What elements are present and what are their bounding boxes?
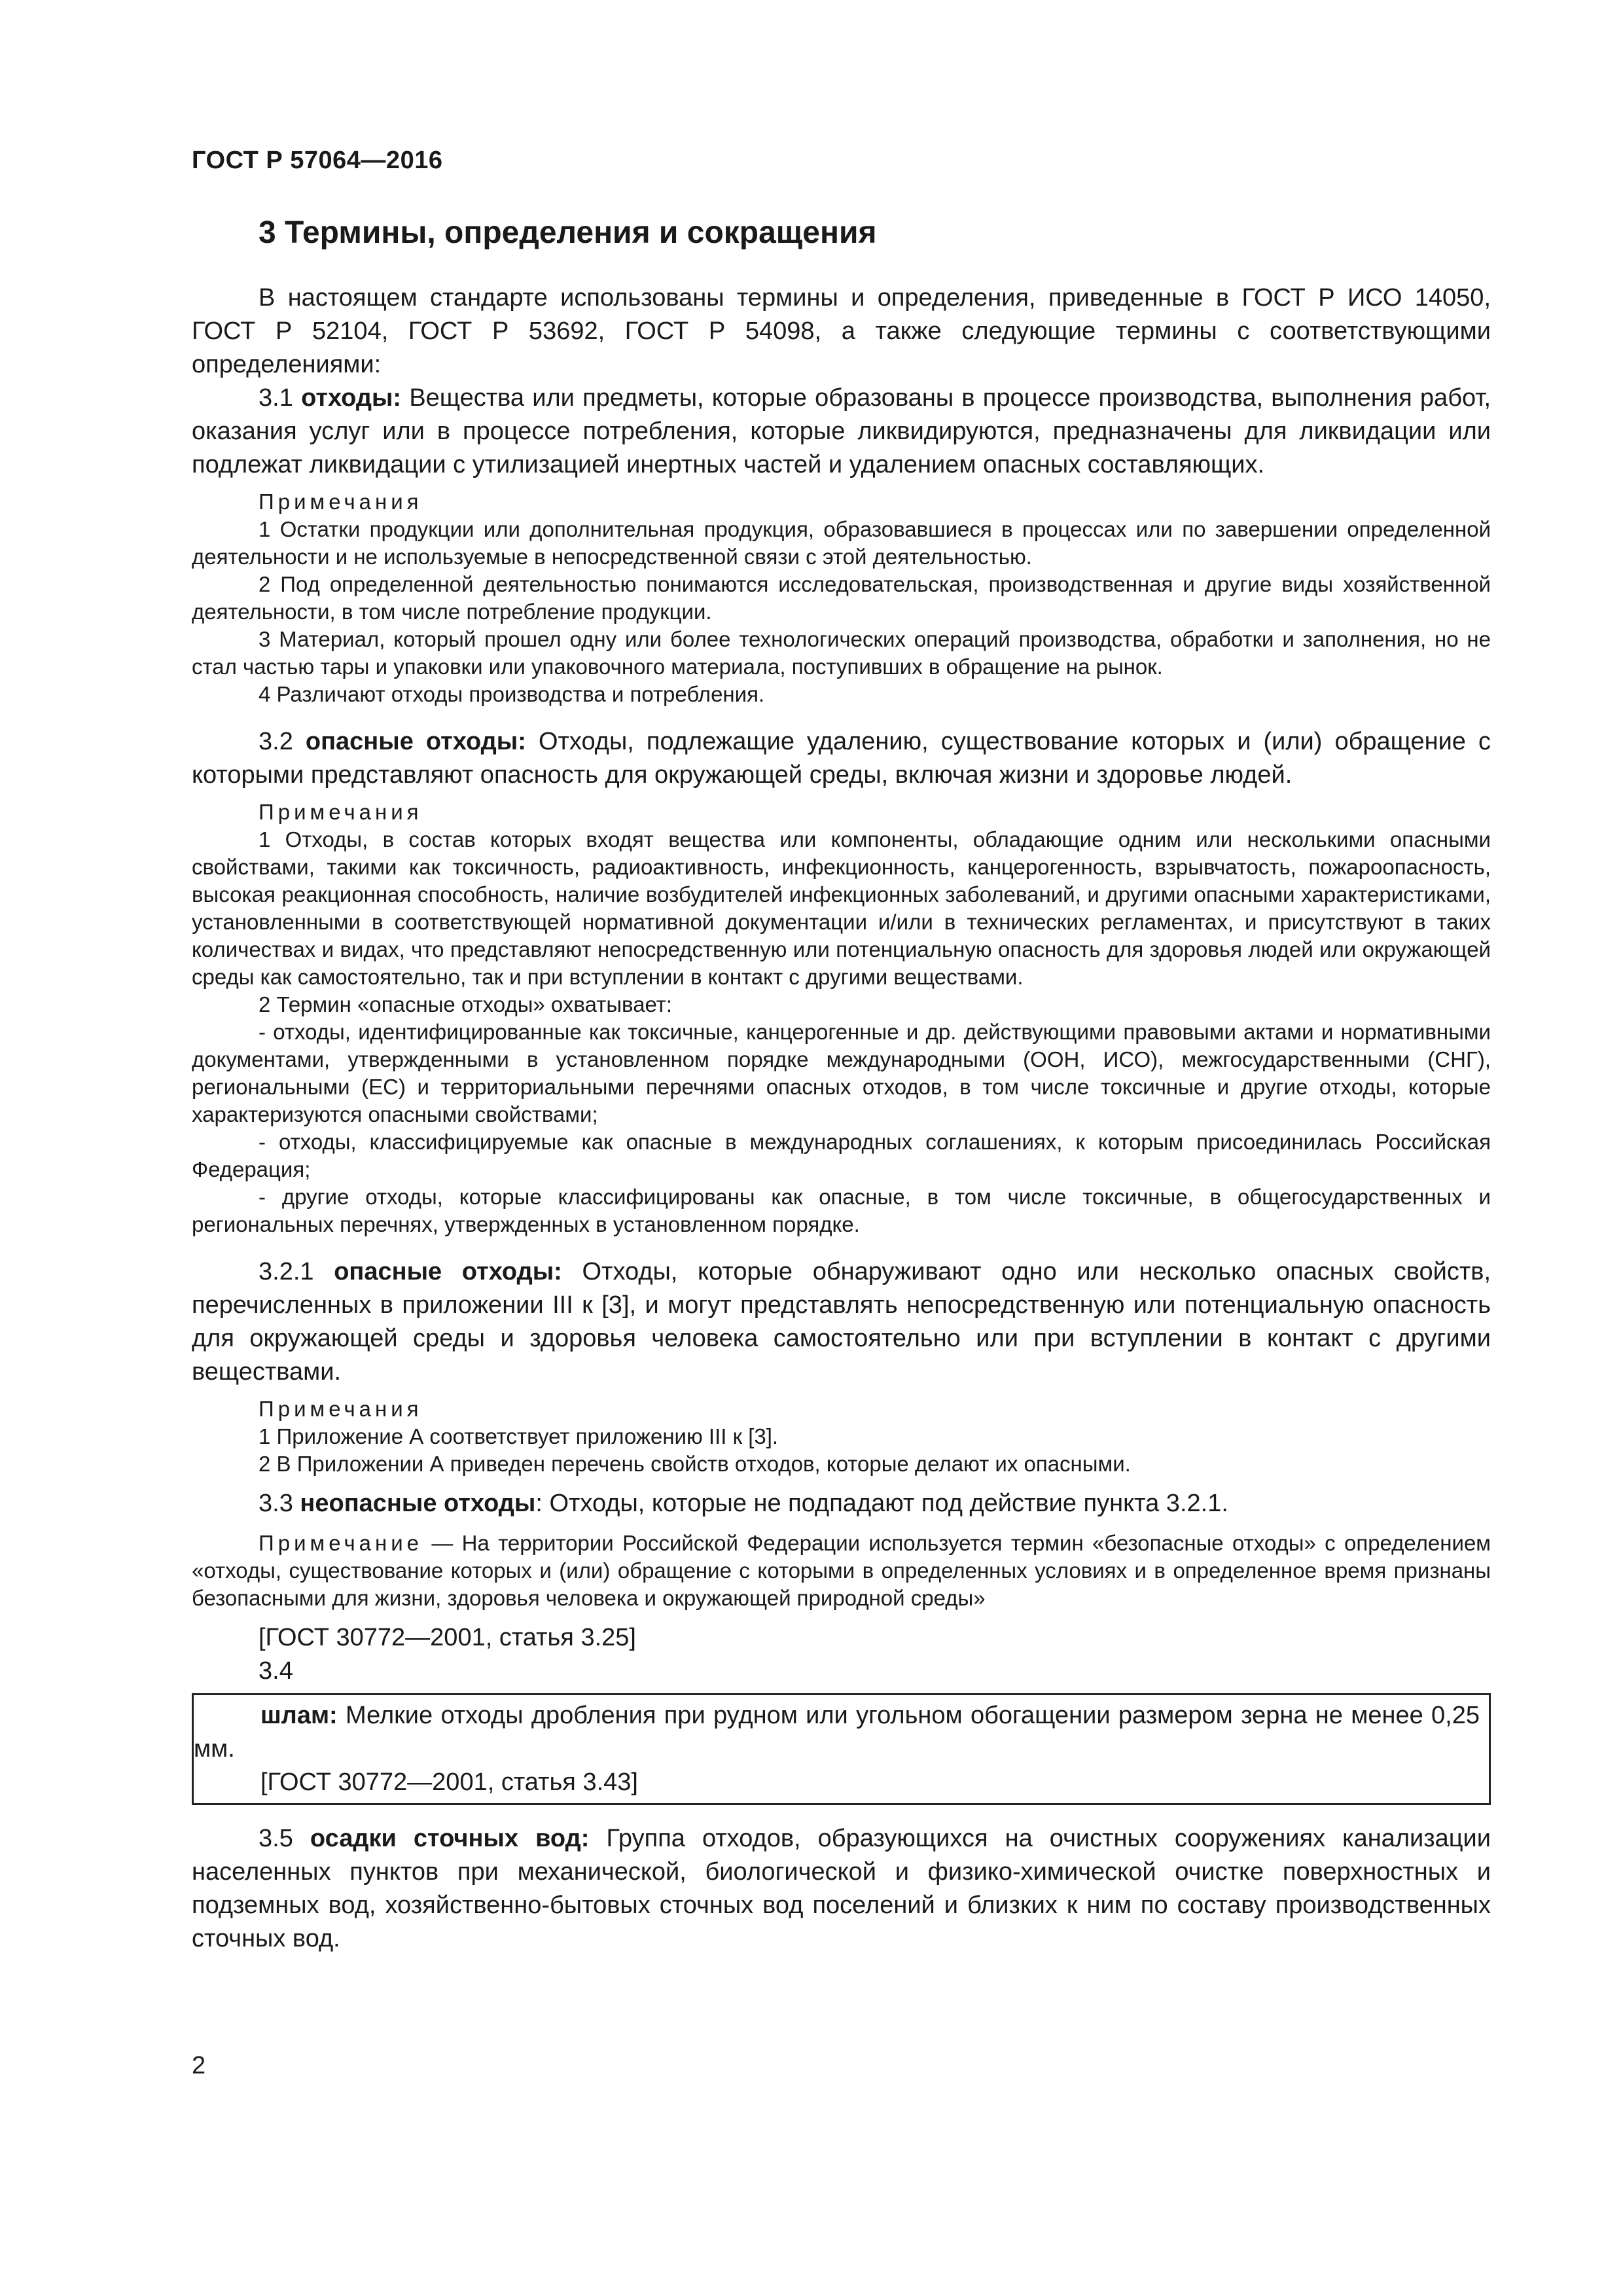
term-name: отходы: <box>301 384 402 412</box>
term-definition: Вещества или предметы, которые образованы в процессе производства, выполнения работ, оказания услуг или в процессе потребления, которые ликвидируются, предназначены для ликвидации или подлежат ликвидации с утилизацией инертных частей и удалением опасных составляющих. <box>192 384 1491 478</box>
term-number: 3.1 <box>259 384 293 412</box>
note-item: - отходы, идентифицированные как токсичные, канцерогенные и др. действующими правовыми актами и нормативными документами, утвержденными в установленном порядке международными (ООН, ИСО), межгосударственными (СНГ), региональными (ЕС) и территориальными перечнями опасных отходов, в том числе токсичные и другие отходы, которые характеризуются опасными свойствами; <box>192 1020 1491 1126</box>
note-item: 1 Отходы, в состав которых входят вещества или компоненты, обладающие одним или несколькими опасными свойствами, такими как токсичность, радиоактивность, инфекционность, канцерогенность, взрывчатость, пожароопасность, высокая реакционная способность, наличие возбудителей инфекционных заболеваний, и другими опасными характеристиками, установленными в соответствующей нормативной документации и/или в технических регламентах, и присутствуют в таких количествах и видах, что представляют непосредственную или потенциальную опасность для здоровья людей или окружающей среды как самостоятельно, так и при вступлении в контакт с другими веществами. <box>192 827 1491 989</box>
term-name: опасные отходы: <box>305 728 526 755</box>
section-title: 3 Термины, определения и сокращения <box>259 215 877 250</box>
document-header: ГОСТ Р 57064—2016 <box>192 147 443 174</box>
source-3-3: [ГОСТ 30772—2001, статья 3.25] <box>259 1624 636 1651</box>
note-item: 2 В Приложении А приведен перечень свойств отходов, которые делают их опасными. <box>259 1452 1131 1476</box>
term-3-1 <box>192 382 1491 482</box>
note-item: 1 Остатки продукции или дополнительная продукция, образовавшиеся в процессах или по завершении определенной деятельности и не используемые в непосредственной связи с этой деятельностью. <box>192 517 1491 569</box>
term-number: 3.2 <box>259 728 293 755</box>
note-item: 4 Различают отходы производства и потребления. <box>259 682 765 706</box>
note-text: — На территории Российской Федерации используется термин «безопасные отходы» с определением «отходы, существование которых и (или) обращение с которыми в определенных условиях и в определенное время признаны безопасными для жизни, здоровья человека и окружающей природной среды» <box>192 1531 1491 1610</box>
note-heading: Примечание <box>259 1531 423 1555</box>
notes-heading: Примечания <box>259 1397 423 1421</box>
term-3-2 <box>192 725 1491 792</box>
note-item: 2 Под определенной деятельностью понимаются исследовательская, производственная и другие виды хозяйственной деятельности, в том числе потребление продукции. <box>192 572 1491 624</box>
intro-paragraph: В настоящем стандарте использованы термины и определения, приведенные в ГОСТ Р ИСО 14050, ГОСТ Р 52104, ГОСТ Р 53692, ГОСТ Р 54098, а также следующие термины с соответствующими определениями: <box>192 284 1491 378</box>
note-3-3 <box>192 1530 1491 1612</box>
term-3-4 <box>194 1699 1480 1766</box>
borrowed-term-box <box>192 1693 1491 1805</box>
notes-3-1 <box>192 488 1491 708</box>
note-item: 2 Термин «опасные отходы» охватывает: <box>259 992 673 1016</box>
notes-heading: Примечания <box>259 490 423 514</box>
source-3-4: [ГОСТ 30772—2001, статья 3.43] <box>260 1768 638 1796</box>
term-number-3-4: 3.4 <box>259 1657 293 1685</box>
term-name: шлам: <box>260 1702 338 1729</box>
term-definition: Отходы, которые обнаруживают одно или несколько опасных свойств, перечисленных в приложении III к [3], и могут представлять непосредственную или потенциальную опасность для окружающей среды и здоровья человека самостоятельно или при вступлении в контакт с другими веществами. <box>192 1258 1491 1386</box>
note-item: - отходы, классифицируемые как опасные в международных соглашениях, к которым присоединилась Российская Федерация; <box>192 1130 1491 1181</box>
term-definition: Мелкие отходы дробления при рудном или угольном обогащении размером зерна не менее 0,25 мм. <box>194 1702 1480 1763</box>
term-definition: Группа отходов, образующихся на очистных сооружениях канализации населенных пунктов при механической, биологической и физико-химической очистке поверхностных и подземных вод, хозяйственно-бытовых сточных вод поселений и близких к ним по составу производственных сточных вод. <box>192 1825 1491 1952</box>
term-number: 3.5 <box>259 1825 293 1852</box>
main-text <box>192 281 1491 1956</box>
term-number: 3.2.1 <box>259 1258 314 1285</box>
term-name: опасные отходы: <box>334 1258 562 1285</box>
term-name: неопасные отходы <box>300 1490 536 1517</box>
term-3-5 <box>192 1822 1491 1956</box>
term-definition: Отходы, подлежащие удалению, существование которых и (или) обращение с которыми представляют опасность для окружающей среды, включая жизни и здоровье людей. <box>192 728 1491 789</box>
note-item: 1 Приложение А соответствует приложению III к [3]. <box>259 1424 779 1448</box>
term-definition: : Отходы, которые не подпадают под действие пункта 3.2.1. <box>535 1490 1228 1517</box>
note-item: 3 Материал, который прошел одну или более технологических операций производства, обработки и заполнения, но не стал частью тары и упаковки или упаковочного материала, поступивших в обращение на рынок. <box>192 627 1491 679</box>
page-number: 2 <box>192 2052 206 2079</box>
term-3-3 <box>192 1487 1491 1520</box>
term-3-2-1 <box>192 1255 1491 1389</box>
term-number: 3.3 <box>259 1490 293 1517</box>
notes-3-2 <box>192 798 1491 1238</box>
notes-heading: Примечания <box>259 800 423 824</box>
note-item: - другие отходы, которые классифицированы как опасные, в том числе токсичные, в общегосударственных и региональных перечнях, утвержденных в установленном порядке. <box>192 1185 1491 1236</box>
notes-3-2-1 <box>192 1395 1491 1478</box>
term-name: осадки сточных вод: <box>310 1825 590 1852</box>
